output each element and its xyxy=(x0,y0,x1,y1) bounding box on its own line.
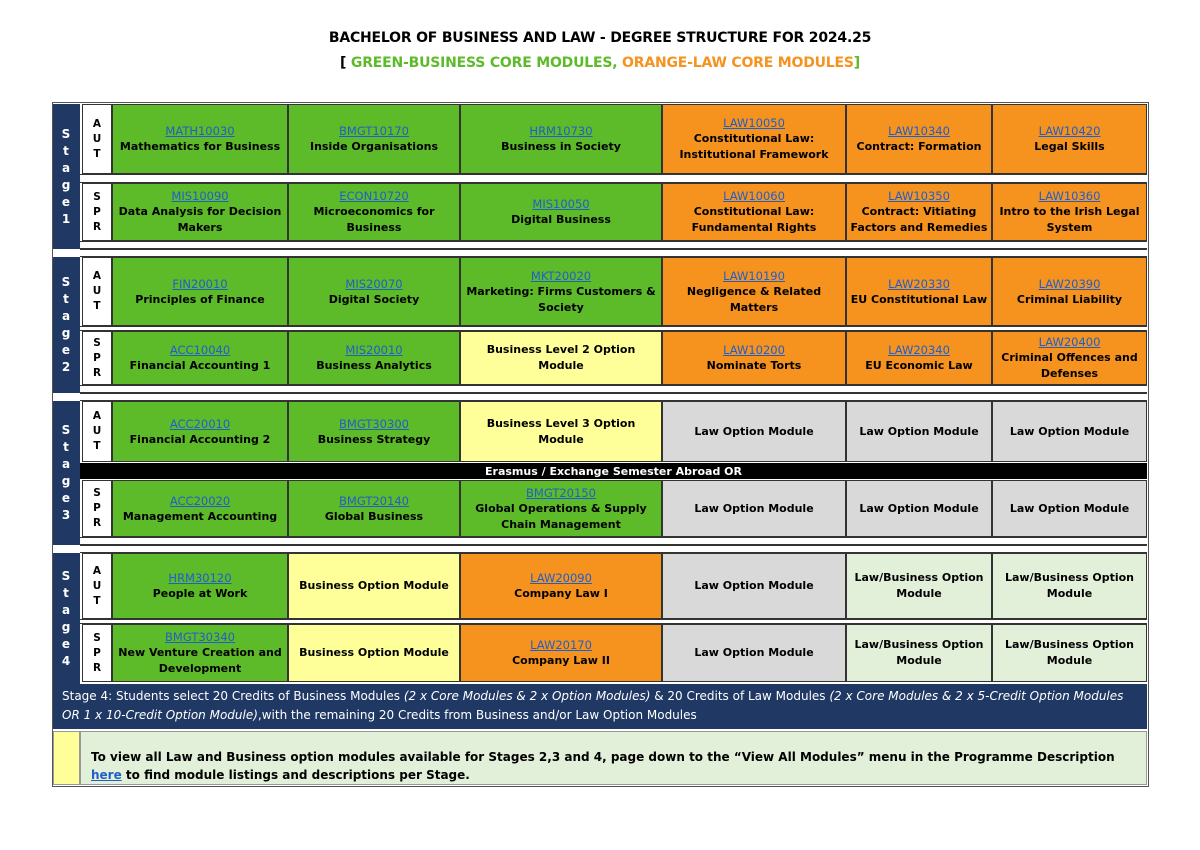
module-name: Law Option Module xyxy=(694,579,814,592)
module-code-link[interactable]: BMGT30340 xyxy=(165,630,235,644)
module-cell xyxy=(288,183,460,241)
module-cell xyxy=(460,331,662,385)
module-cell xyxy=(992,401,1147,462)
module-name: Company Law I xyxy=(514,587,608,600)
module-code-link[interactable]: HRM10730 xyxy=(529,124,593,138)
stage-label xyxy=(53,422,79,524)
module-code-link[interactable]: LAW10050 xyxy=(723,116,785,130)
module-cell xyxy=(460,104,662,174)
note-text: (2 x Core Modules & 2 x Option Modules) xyxy=(403,689,651,703)
stage-letter: e xyxy=(61,194,71,209)
semester-letter: U xyxy=(92,579,102,592)
semester-letter: P xyxy=(93,351,101,364)
module-cell xyxy=(992,624,1147,682)
module-cell xyxy=(662,480,846,537)
module-cell xyxy=(112,104,288,174)
module-name: Law Option Module xyxy=(859,501,979,515)
module-code-link[interactable]: LAW20340 xyxy=(888,343,950,357)
module-code-link[interactable]: MIS10050 xyxy=(532,197,590,211)
module-name: Financial Accounting 1 xyxy=(129,359,271,372)
module-name: Law/Business Option Module xyxy=(854,638,984,667)
semester-autumn xyxy=(82,553,112,619)
semester-letter: P xyxy=(93,502,101,514)
module-name: Criminal Offences and Defenses xyxy=(1001,351,1138,380)
module-name: Intro to the Irish Legal System xyxy=(999,205,1140,234)
stage-letter: t xyxy=(63,143,69,158)
stage-label xyxy=(53,274,79,376)
module-name: People at Work xyxy=(152,587,248,600)
semester-spring xyxy=(82,331,112,385)
note-text: (2 x Core Modules & 2 x 5-Credit Option Modules xyxy=(829,689,1124,703)
module-cell xyxy=(662,553,846,619)
info-yellow-marker xyxy=(53,731,80,785)
stage-letter: 1 xyxy=(61,211,71,226)
module-name: Negligence & Related Matters xyxy=(686,284,822,314)
module-cell xyxy=(288,331,460,385)
semester-spring xyxy=(82,624,112,682)
stage-letter: a xyxy=(61,457,71,471)
stage-letter: 4 xyxy=(61,653,71,668)
module-name: EU Constitutional Law xyxy=(850,292,988,306)
stage-label xyxy=(53,126,79,228)
semester-letter: P xyxy=(93,646,101,659)
module-code-link[interactable]: MIS10090 xyxy=(171,189,229,203)
semester-letter: U xyxy=(92,285,102,297)
info-text: to find module listings and descriptions per Stage. xyxy=(121,768,470,782)
stage-letter: g xyxy=(61,619,71,634)
module-cell xyxy=(288,553,460,619)
stage-letter: g xyxy=(61,177,71,192)
module-cell xyxy=(662,401,846,462)
module-cell xyxy=(460,257,662,326)
semester-letter: A xyxy=(92,410,102,422)
module-code-link[interactable]: FIN20010 xyxy=(172,276,228,291)
module-name: Business Strategy xyxy=(317,432,431,446)
stage-letter: S xyxy=(61,126,71,141)
module-code-link[interactable]: MKT20020 xyxy=(530,268,592,283)
module-cell xyxy=(846,257,992,326)
module-name: Mathematics for Business xyxy=(119,140,281,153)
semester-letter: T xyxy=(93,147,101,160)
module-name: Marketing: Firms Customers & Society xyxy=(466,284,656,314)
module-name: Digital Business xyxy=(511,213,611,226)
module-code-link[interactable]: LAW10360 xyxy=(1038,189,1101,203)
semester-letter: T xyxy=(93,594,101,607)
note-text: Stage 4: Students select 20 Credits of Business Modules xyxy=(62,689,404,703)
semester-letter: T xyxy=(93,300,101,312)
module-cell xyxy=(460,401,662,462)
module-code-link[interactable]: LAW10190 xyxy=(723,268,785,283)
module-name: Global Operations & Supply Chain Management xyxy=(475,501,647,531)
semester-letter: S xyxy=(93,190,101,203)
programme-description-link[interactable]: here xyxy=(91,768,122,782)
stage-letter: g xyxy=(61,326,71,340)
semester-letter: R xyxy=(92,517,102,529)
module-name: Global Business xyxy=(324,509,424,523)
color-legend xyxy=(0,55,1200,71)
module-name: Business Analytics xyxy=(316,359,432,372)
stage-letter: t xyxy=(63,440,69,454)
stage-letter: S xyxy=(61,423,71,437)
semester-autumn xyxy=(82,401,112,462)
module-code-link[interactable]: LAW20170 xyxy=(530,638,592,652)
module-cell xyxy=(288,401,460,462)
stage-letter: a xyxy=(61,309,71,323)
module-cell xyxy=(112,401,288,462)
module-cell xyxy=(662,624,846,682)
module-cell xyxy=(846,104,992,174)
module-cell xyxy=(288,624,460,682)
semester-letter: S xyxy=(93,631,101,644)
semester-letter: U xyxy=(92,132,102,145)
module-code-link[interactable]: BMGT20150 xyxy=(526,485,596,500)
module-cell xyxy=(992,183,1147,241)
semester-letter: R xyxy=(92,220,102,233)
module-name: Law Option Module xyxy=(694,424,814,438)
legend-orange: ORANGE-LAW CORE MODULES xyxy=(622,55,854,71)
note-text: & 20 Credits of Law Modules xyxy=(650,689,830,703)
module-code-link[interactable]: ACC10040 xyxy=(169,343,231,357)
stage4-credits-note xyxy=(62,687,1142,725)
semester-autumn xyxy=(82,257,112,326)
module-code-link[interactable]: LAW20400 xyxy=(1038,335,1101,349)
semester-letter: U xyxy=(92,425,102,437)
semester-spring xyxy=(82,480,112,537)
module-name: Business in Society xyxy=(501,140,621,153)
stage-letter: e xyxy=(61,636,71,651)
semester-letter: S xyxy=(93,336,101,349)
stage-letter: g xyxy=(61,474,71,488)
module-cell xyxy=(992,104,1147,174)
module-cell xyxy=(460,183,662,241)
stage-letter: a xyxy=(61,160,71,175)
module-name: Law/Business Option Module xyxy=(854,571,984,600)
module-code-link[interactable]: LAW20090 xyxy=(530,571,592,585)
module-cell xyxy=(460,480,662,537)
module-name: Business Option Module xyxy=(299,579,449,592)
page-title: BACHELOR OF BUSINESS AND LAW - DEGREE STRUCTURE FOR 2024.25 xyxy=(328,30,872,46)
module-name: Inside Organisations xyxy=(309,140,438,153)
module-code-link[interactable]: MIS20070 xyxy=(345,276,403,291)
module-cell xyxy=(846,401,992,462)
row-separator xyxy=(80,545,1147,553)
row-separator xyxy=(80,385,1147,393)
module-name: Nominate Torts xyxy=(706,359,802,372)
module-cell xyxy=(992,553,1147,619)
module-name: Constitutional Law: Fundamental Rights xyxy=(691,205,817,234)
row-separator xyxy=(80,393,1147,401)
module-name: Law/Business Option Module xyxy=(1004,571,1134,600)
module-cell xyxy=(992,257,1147,326)
module-name: Data Analysis for Decision Makers xyxy=(118,205,282,234)
module-name: Contract: Vitiating Factors and Remedies xyxy=(850,205,988,234)
stage-letter: t xyxy=(63,292,69,306)
module-code-link[interactable]: HRM30120 xyxy=(168,571,232,585)
module-cell xyxy=(846,331,992,385)
module-cell xyxy=(846,480,992,537)
module-cell xyxy=(112,183,288,241)
module-code-link[interactable]: ACC20010 xyxy=(169,416,231,431)
module-code-link[interactable]: LAW20390 xyxy=(1038,276,1101,291)
module-name: Financial Accounting 2 xyxy=(129,432,271,446)
info-text: To view all Law and Business option modules available for Stages 2,3 and 4, page down to the “View All Modules” menu in the Programme Description xyxy=(91,750,1115,764)
module-code-link[interactable]: LAW10200 xyxy=(723,343,785,357)
module-cell xyxy=(112,480,288,537)
module-name: Law Option Module xyxy=(694,501,814,515)
module-code-link[interactable]: BMGT30300 xyxy=(339,416,409,431)
semester-letter: S xyxy=(93,487,101,499)
semester-spring xyxy=(82,183,112,241)
module-cell xyxy=(846,553,992,619)
semester-letter: P xyxy=(93,205,101,218)
module-name: Business Level 2 Option Module xyxy=(486,343,636,372)
row-separator xyxy=(80,249,1147,257)
semester-letter: A xyxy=(92,270,102,282)
stage-letter: S xyxy=(61,568,71,583)
module-name: Management Accounting xyxy=(122,509,278,523)
module-code-link[interactable]: LAW20330 xyxy=(888,276,950,291)
erasmus-exchange-banner: Erasmus / Exchange Semester Abroad OR xyxy=(80,463,1147,479)
row-separator xyxy=(80,174,1147,183)
module-code-link[interactable]: BMGT20140 xyxy=(339,493,409,508)
module-name: Law Option Module xyxy=(1009,501,1130,515)
semester-letter: T xyxy=(93,440,101,452)
module-cell xyxy=(846,183,992,241)
note-text: ,with the remaining 20 Credits from Business and/or Law Option Modules xyxy=(257,708,697,722)
module-cell xyxy=(846,624,992,682)
row-separator xyxy=(80,241,1147,249)
module-code-link[interactable]: LAW10420 xyxy=(1038,124,1101,138)
module-code-link[interactable]: MATH10030 xyxy=(165,124,235,138)
module-code-link[interactable]: ECON10720 xyxy=(339,189,409,203)
stage-letter: e xyxy=(61,491,71,505)
module-cell xyxy=(662,183,846,241)
stage-letter: t xyxy=(63,585,69,600)
module-cell xyxy=(288,257,460,326)
semester-letter: R xyxy=(92,366,102,379)
module-cell xyxy=(112,257,288,326)
module-code-link[interactable]: LAW10350 xyxy=(888,189,950,203)
module-code-link[interactable]: LAW10340 xyxy=(888,124,950,138)
module-cell xyxy=(662,257,846,326)
module-name: Digital Society xyxy=(328,292,420,306)
module-cell xyxy=(992,480,1147,537)
note-text: OR 1 x 10-Credit Option Module) xyxy=(62,708,258,722)
module-name: Law Option Module xyxy=(694,646,814,659)
stage-letter: 3 xyxy=(61,508,71,522)
module-cell xyxy=(112,331,288,385)
stage-letter: a xyxy=(61,602,71,617)
module-name: Constitutional Law: Institutional Framework xyxy=(679,132,829,161)
module-name: Company Law II xyxy=(512,654,610,667)
module-cell xyxy=(662,331,846,385)
module-name: Business Level 3 Option Module xyxy=(486,416,636,446)
module-cell xyxy=(112,624,288,682)
module-cell xyxy=(460,624,662,682)
module-name: EU Economic Law xyxy=(865,359,973,372)
module-name: Criminal Liability xyxy=(1016,292,1123,306)
module-name: New Venture Creation and Development xyxy=(118,646,282,675)
row-separator xyxy=(80,537,1147,545)
module-name: Legal Skills xyxy=(1034,140,1105,153)
module-name: Principles of Finance xyxy=(135,292,265,306)
semester-autumn xyxy=(82,104,112,174)
stage-letter: S xyxy=(61,275,71,289)
module-code-link[interactable]: ACC20020 xyxy=(169,493,231,508)
module-cell xyxy=(112,553,288,619)
module-code-link[interactable]: BMGT10170 xyxy=(339,124,409,138)
stage-letter: 2 xyxy=(61,360,71,374)
legend-open: [ xyxy=(340,55,351,71)
module-code-link[interactable]: MIS20010 xyxy=(345,343,403,357)
module-cell xyxy=(288,104,460,174)
module-name: Microeconomics for Business xyxy=(313,205,435,234)
semester-letter: R xyxy=(92,661,102,674)
module-name: Law/Business Option Module xyxy=(1004,638,1134,667)
module-name: Business Option Module xyxy=(299,646,449,659)
module-cell xyxy=(992,331,1147,385)
semester-letter: A xyxy=(92,564,102,577)
stage-label xyxy=(53,568,79,670)
legend-green: GREEN-BUSINESS CORE MODULES, xyxy=(350,55,623,71)
module-cell xyxy=(288,480,460,537)
semester-letter: A xyxy=(92,117,102,130)
legend-close: ] xyxy=(853,55,860,71)
module-code-link[interactable]: LAW10060 xyxy=(723,189,785,203)
module-name: Law Option Module xyxy=(859,424,979,438)
module-cell xyxy=(662,104,846,174)
info-box xyxy=(80,731,1147,785)
module-name: Law Option Module xyxy=(1009,424,1130,438)
module-cell xyxy=(460,553,662,619)
module-name: Contract: Formation xyxy=(856,140,982,153)
stage-letter: e xyxy=(61,343,71,357)
